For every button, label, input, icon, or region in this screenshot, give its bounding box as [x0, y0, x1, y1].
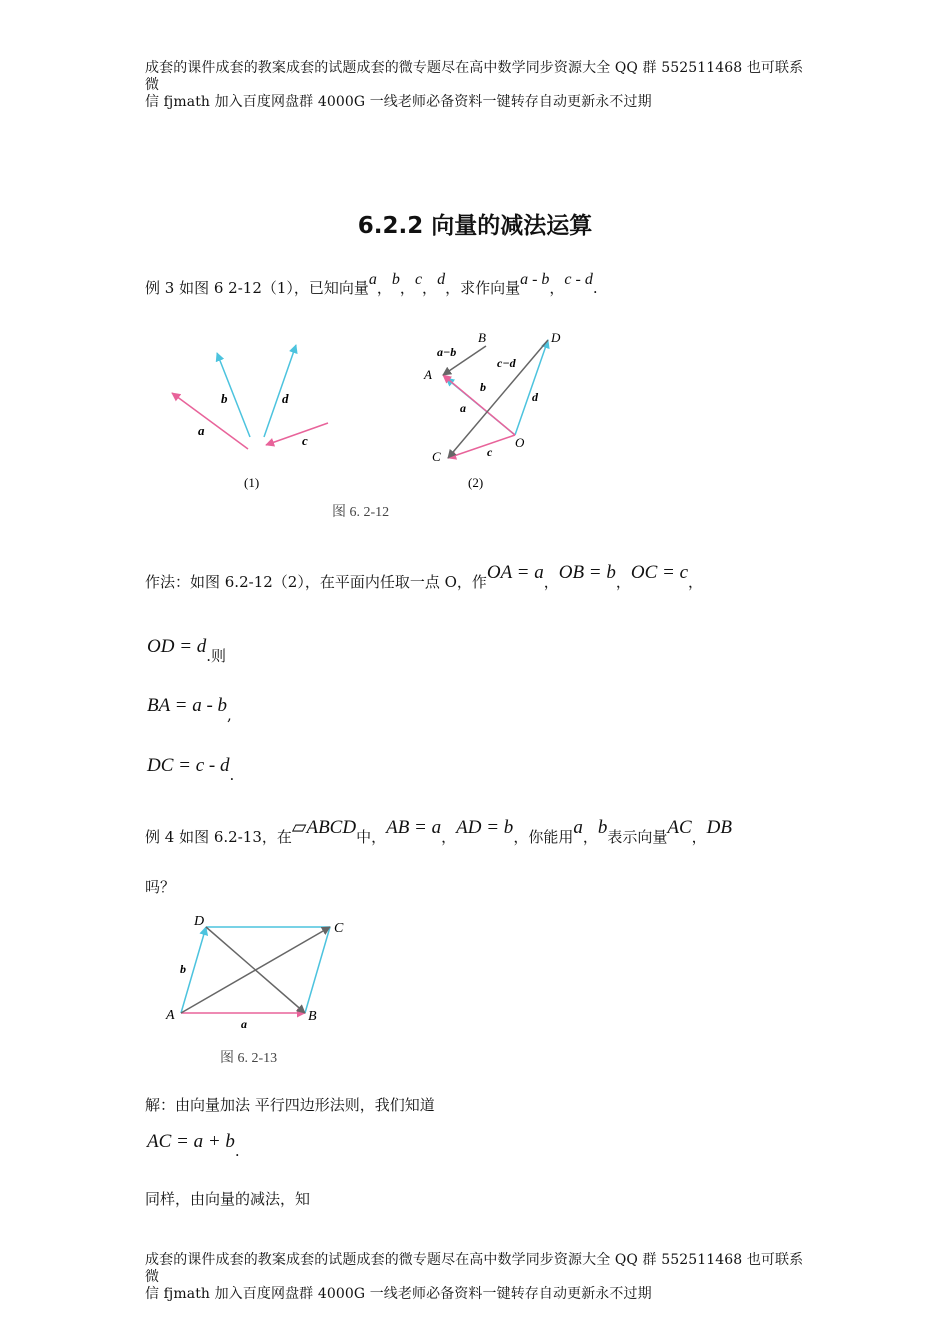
- subfigure-2-label: (2): [468, 475, 484, 490]
- equation-od-d: OD = $d_{.则}$: [147, 636, 227, 665]
- vector-d-arrow: [264, 345, 296, 437]
- label-b: b: [221, 391, 228, 406]
- equation-ba: BA = a - $b_,$: [147, 695, 232, 724]
- equation-dc: DC = c - $d_.$: [147, 755, 235, 784]
- figure-caption-6-2-13: 图 6. 2-13: [220, 1051, 278, 1066]
- label-a: a: [198, 423, 205, 438]
- label-c: c: [302, 433, 308, 448]
- header-watermark: [145, 60, 810, 111]
- point-a-label-2: A: [166, 1008, 175, 1023]
- subfigure-1-label: (1): [244, 475, 260, 490]
- example-3-text: 例 3 如图 6 2-12（1），已知向量a，b，c，d，求作向量a - b，c - d.: [145, 271, 598, 297]
- point-d-label-2: D: [194, 914, 205, 929]
- point-a-label: A: [424, 367, 432, 382]
- vector-oa-arrow: [443, 375, 515, 435]
- label-c-minus-d: c−d: [497, 356, 516, 370]
- vector-od-arrow: [515, 340, 548, 435]
- figure-caption-6-2-12: 图 6. 2-12: [332, 505, 390, 520]
- label-d-2: d: [532, 390, 538, 404]
- footer-watermark: [145, 1252, 810, 1303]
- equation-ac: AC = $a + b_.$: [147, 1131, 240, 1160]
- label-d: d: [282, 391, 289, 406]
- figure-6-2-13: [160, 905, 360, 1070]
- vector-c-arrow: [266, 423, 328, 445]
- solution-line-1: 解：由向量加法 平行四边形法则，我们知道: [145, 1096, 435, 1114]
- point-o-label: O: [515, 435, 525, 450]
- method-text: 作法：如图 6.2-12（2），在平面内任取一点 O，作OA = a，OB = b，OC = c，: [145, 562, 704, 591]
- point-c-label: C: [432, 449, 441, 464]
- page-title: 6.2.2 向量的减法运算: [357, 213, 593, 239]
- footer-line-1: 成套的课件成套的教案成套的试题成套的微专题尽在高中数学同步资源大全 QQ 群 552511468 也可联系微: [145, 1252, 804, 1285]
- point-d-label: D: [551, 330, 561, 345]
- label-a-minus-b: a−b: [437, 345, 457, 359]
- example-4-text: 例 4 如图 6.2-13，在▱ABCD中，AB = a，AD = b，你能用a，b表示向量AC，DB: [145, 817, 732, 846]
- label-b-2: b: [480, 380, 486, 394]
- header-line-2: 信 fjmath 加入百度网盘群 4000G 一线老师必备资料一键转存自动更新永不过期: [145, 94, 652, 110]
- label-a-2: a: [460, 401, 466, 415]
- point-c-label-2: C: [334, 921, 344, 936]
- vector-db-arrow: [206, 927, 305, 1013]
- point-b-label-2: B: [308, 1009, 317, 1024]
- example-4-continuation: 吗？: [145, 878, 176, 896]
- footer-line-2: 信 fjmath 加入百度网盘群 4000G 一线老师必备资料一键转存自动更新永不过期: [145, 1286, 652, 1302]
- figure-6-2-12: [160, 325, 580, 525]
- solution-line-2: 同样，由向量的减法，知: [145, 1190, 311, 1208]
- label-a-3: a: [241, 1017, 247, 1031]
- header-line-1: 成套的课件成套的教案成套的试题成套的微专题尽在高中数学同步资源大全 QQ 群 552511468 也可联系微: [145, 60, 804, 93]
- label-b-3: b: [180, 962, 186, 976]
- label-c-2: c: [487, 445, 493, 459]
- point-b-label: B: [478, 330, 486, 345]
